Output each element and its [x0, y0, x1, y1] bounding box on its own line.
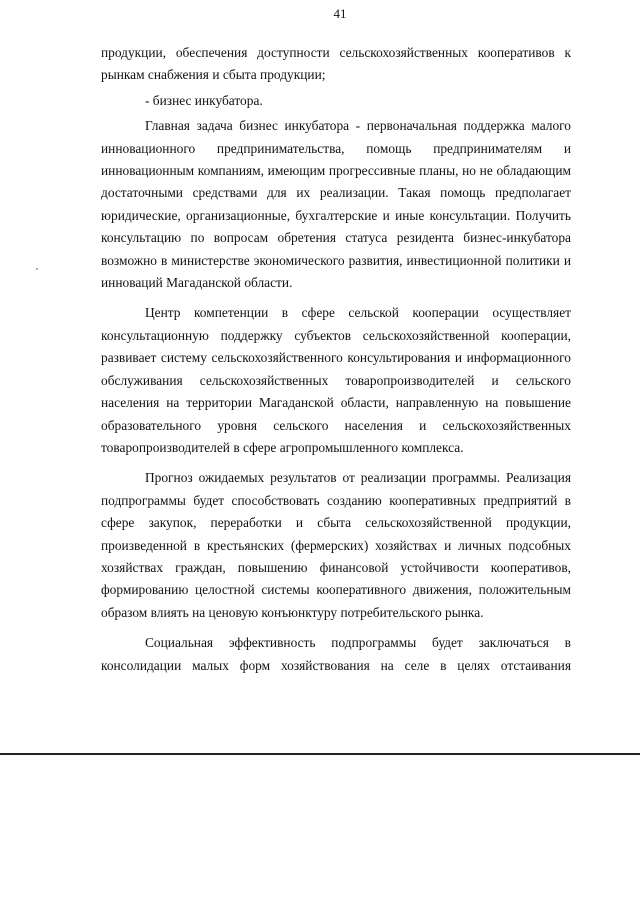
paragraph-competence-center: Центр компетенции в сфере сельской кооперации осуществляет консультационную поддержку субъектов сельскохозяйственной кооперации, развивает систему сельскохозяйственного консультирования и информационного обслуживания сельскохозяйственных товаропроизводителей и сельского населения на территории Магаданской области, направленную на повышение образовательного уровня сельского населения и сельскохозяйственных товаропроизводителей в сфере агропромышленного комплекса.	[101, 305, 571, 455]
page-number: 41	[333, 6, 347, 21]
paragraph-incubator-task: Главная задача бизнес инкубатора - первоначальная поддержка малого инновационного предпринимательства, помощь предпринимателям и инновационным компаниям, имеющим прогрессивные планы, но не обладающим достаточными средствами для их реализации. Такая помощь предполагает юридические, организационные, бухгалтерские и иные консультации. Получить консультацию по вопросам обретения статуса резидента бизнес-инкубатора возможно в министерстве экономического развития, инвестиционной политики и инноваций Магаданской области.	[101, 118, 571, 291]
document-body	[101, 42, 571, 677]
footer-rule	[0, 753, 640, 755]
paragraph-business-incubator-item: - бизнес инкубатора.	[145, 92, 263, 108]
paragraph-products-access: продукции, обеспечения доступности сельскохозяйственных кооперативов к рынкам снабжения и сбыта продукции;	[101, 45, 571, 83]
paragraph-expected-results: Прогноз ожидаемых результатов от реализации программы. Реализация подпрограммы будет способствовать созданию кооперативных предприятий в сфере закупок, переработки и сбыта сельскохозяйственной продукции, произведенной в крестьянских (фермерских) хозяйствах и личных подсобных хозяйствах граждан, повышению финансовой устойчивости кооперативов, формированию целостной системы кооперативного движения, положительным образом влиять на ценовую конъюнктуру потребительского рынка.	[101, 470, 571, 620]
paragraph-social-effectiveness: Социальная эффективность подпрограммы будет заключаться в консолидации малых форм хозяйствования на селе в целях отстаивания	[101, 635, 571, 673]
speck-mark	[36, 268, 38, 270]
